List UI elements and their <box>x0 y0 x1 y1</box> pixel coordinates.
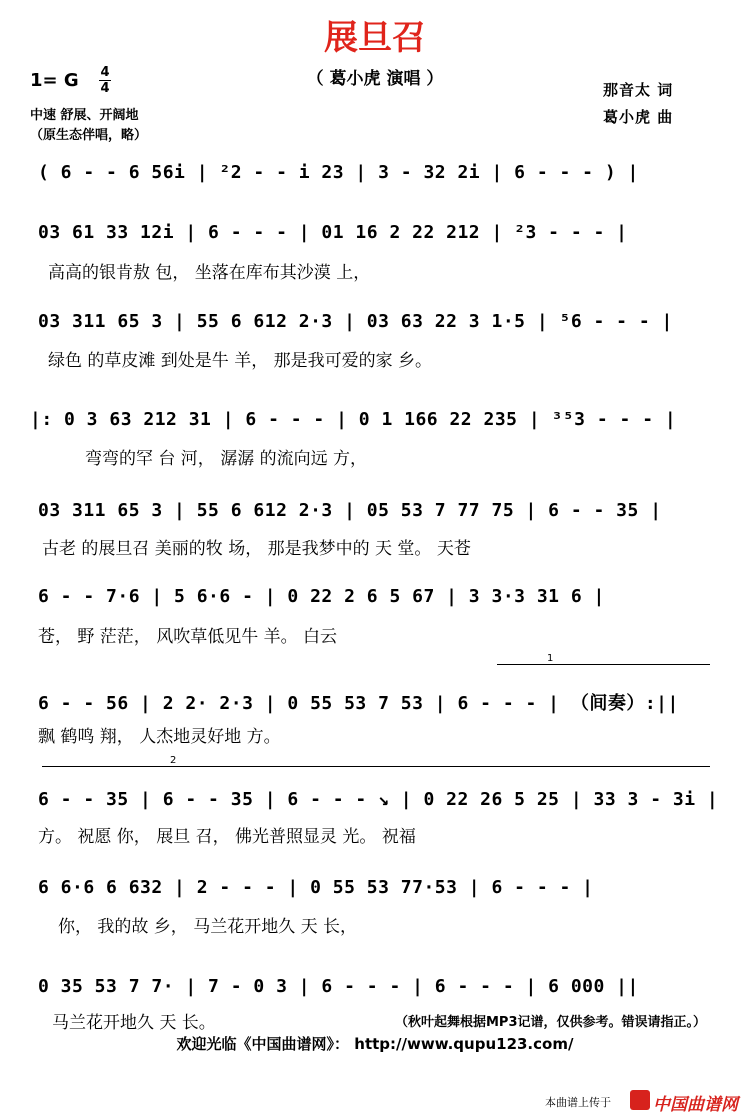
time-signature-bottom: 4 <box>100 81 110 96</box>
song-title: 展旦召 <box>324 18 426 58</box>
site-welcome-footer: 欢迎光临《中国曲谱网》： http://www.qupu123.com/ <box>176 1035 574 1053</box>
score-row-6: 6 - - 7·6 | 5 6·6 - | 0 22 2 6 5 67 | 3 3·3 31 6 | <box>38 586 605 607</box>
score-row-9: 6 6·6 6 632 | 2 - - - | 0 55 53 77·53 | 6 - - - | <box>38 877 594 898</box>
score-row-7: 6 - - 56 | 2 2· 2·3 | 0 55 53 7 53 | 6 - - - | （间奏）:|| <box>38 693 679 714</box>
tempo-marking: 中速 舒展、开阔地 <box>30 108 139 123</box>
singer-credit: （ 葛小虎 演唱 ） <box>306 69 444 89</box>
lyric-row-7: 飘 鹤鸣 翔， 人杰地灵好地 方。 <box>38 727 281 747</box>
key-signature: 1= G <box>30 70 79 91</box>
logo-mark-icon <box>630 1090 650 1110</box>
lyric-row-2: 高高的银肯敖 包， 坐落在库布其沙漠 上， <box>48 263 371 283</box>
lyricist-credit: 那音太 词 <box>603 81 674 99</box>
score-row-4: |: 0 3 63 212 31 | 6 - - - | 0 1 166 22 235 | ³⁵3 - - - | <box>30 409 677 430</box>
second-ending-bracket <box>42 755 710 767</box>
accompaniment-note: （原生态伴唱，略） <box>30 128 148 143</box>
score-row-10: 0 35 53 7 7· | 7 - 0 3 | 6 - - - | 6 - - - | 6 000 || <box>38 976 639 997</box>
upload-label: 本曲谱上传于 <box>545 1096 611 1109</box>
first-ending-number: 1 <box>547 653 554 664</box>
time-signature-top: 4 <box>100 65 110 80</box>
score-row-5: 03 311 65 3 | 55 6 612 2·3 | 05 53 7 77 75 | 6 - - 35 | <box>38 500 662 521</box>
second-ending-number: 2 <box>170 755 177 766</box>
score-row-3: 03 311 65 3 | 55 6 612 2·3 | 03 63 22 3 1·5 | ⁵6 - - - | <box>38 311 673 332</box>
score-row-8: 6 - - 35 | 6 - - 35 | 6 - - - ↘ | 0 22 26 5 25 | 33 3 - 3i | <box>38 789 719 810</box>
lyric-row-5: 古老 的展旦召 美丽的牧 场， 那是我梦中的 天 堂。 天苍 <box>42 539 471 559</box>
lyric-row-9: 你， 我的故 乡， 马兰花开地久 天 长， <box>58 917 358 937</box>
lyric-row-3: 绿色 的草皮滩 到处是牛 羊， 那是我可爱的家 乡。 <box>48 351 433 371</box>
lyric-row-4: 弯弯的罕 台 河， 潺潺 的流向远 方， <box>85 449 368 469</box>
lyric-row-10: 马兰花开地久 天 长。 <box>52 1013 216 1033</box>
transcription-note: （秋叶起舞根据MP3记谱，仅供参考。错误请指正。） <box>395 1015 707 1030</box>
site-logo <box>630 1088 743 1115</box>
lyric-row-6: 苍， 野 茫茫， 风吹草低见牛 羊。 白云 <box>38 627 338 647</box>
lyric-row-8: 方。 祝愿 你， 展旦 召， 佛光普照显灵 光。 祝福 <box>38 827 416 847</box>
first-ending-bracket <box>497 653 710 665</box>
logo-text: 中国曲谱网 <box>653 1095 738 1115</box>
composer-credit: 葛小虎 曲 <box>603 108 674 126</box>
time-signature <box>99 66 111 95</box>
score-row-1: ( 6 - - 6 56i | ²2 - - i 23 | 3 - 32 2i | 6 - - - ) | <box>38 162 639 183</box>
score-row-2: 03 61 33 12i | 6 - - - | 01 16 2 22 212 | ²3 - - - | <box>38 222 628 243</box>
